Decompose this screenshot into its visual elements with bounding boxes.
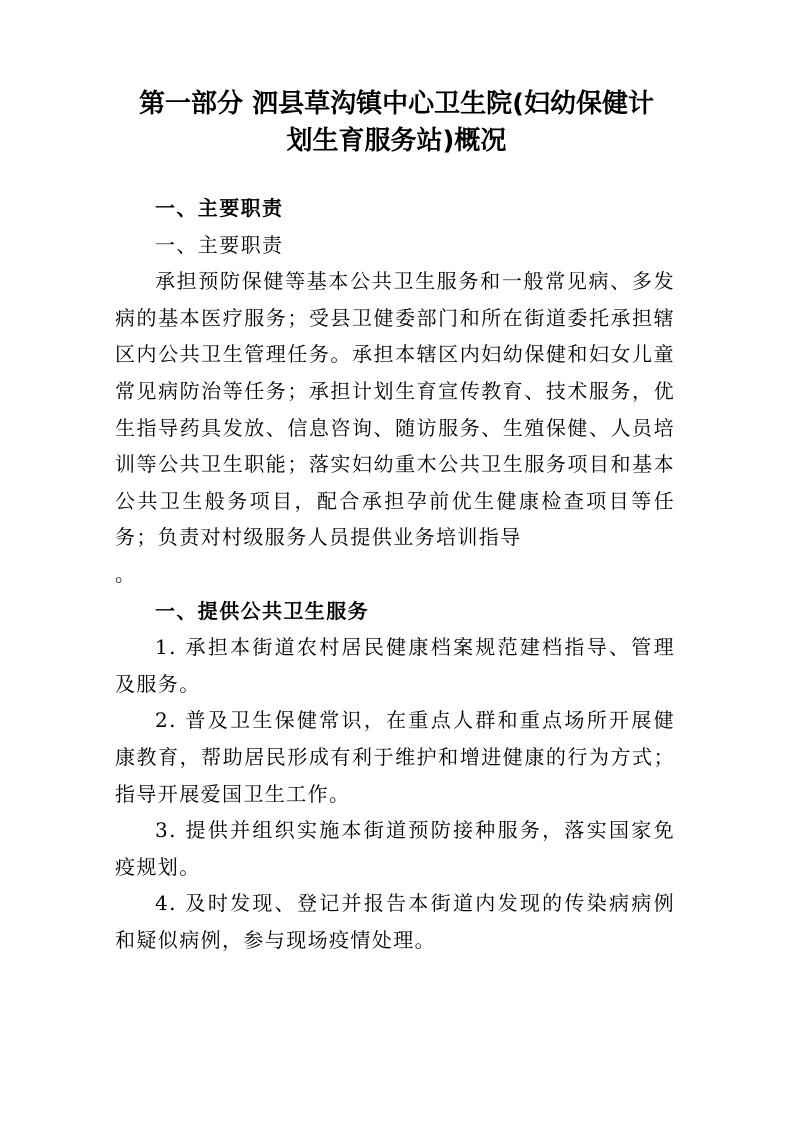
title-line-2: 划生育服务站)概况	[286, 126, 507, 156]
section-heading-duties-repeat: 一、主要职责	[155, 232, 284, 257]
list-item-1: 1. 承担本街道农村居民健康档案规范建档指导、管理及服务。	[115, 635, 675, 696]
document-body	[115, 190, 675, 958]
list-item-3: 3. 提供并组织实施本街道预防接种服务，落实国家免疫规划。	[115, 818, 675, 879]
list-item-4: 4. 及时发现、登记并报告本街道内发现的传染病病例和疑似病例，参与现场疫情处理。	[115, 891, 675, 952]
section-heading-duties: 一、主要职责	[155, 196, 284, 220]
duties-paragraph: 承担预防保健等基本公共卫生服务和一般常见病、多发病的基本医疗服务；受县卫健委部门和所在街道委托承担辖区内公共卫生管理任务。承担本辖区内妇幼保健和妇女儿童常见病防治等任务；承担计划生育宣传教育、技术服务，优生指导药具发放、信息咨询、随访服务、生殖保健、人员培训等公共卫生职能；落实妇幼重木公共卫生服务项目和基本公共卫生般务项目，配合承担孕前优生健康检查项目等任务；负责对村级服务人员提供业务培训指导	[115, 269, 675, 550]
duties-paragraph-end: 。	[115, 561, 137, 586]
section-heading-public-health: 一、提供公共卫生服务	[155, 598, 369, 623]
title-line-1: 第一部分 泗县草沟镇中心卫生院(妇幼保健计	[139, 89, 654, 119]
list-item-2: 2. 普及卫生保健常识，在重点人群和重点场所开展健康教育，帮助居民形成有利于维护和增进健康的行为方式；指导开展爱国卫生工作。	[115, 708, 675, 806]
page-title	[100, 86, 693, 160]
